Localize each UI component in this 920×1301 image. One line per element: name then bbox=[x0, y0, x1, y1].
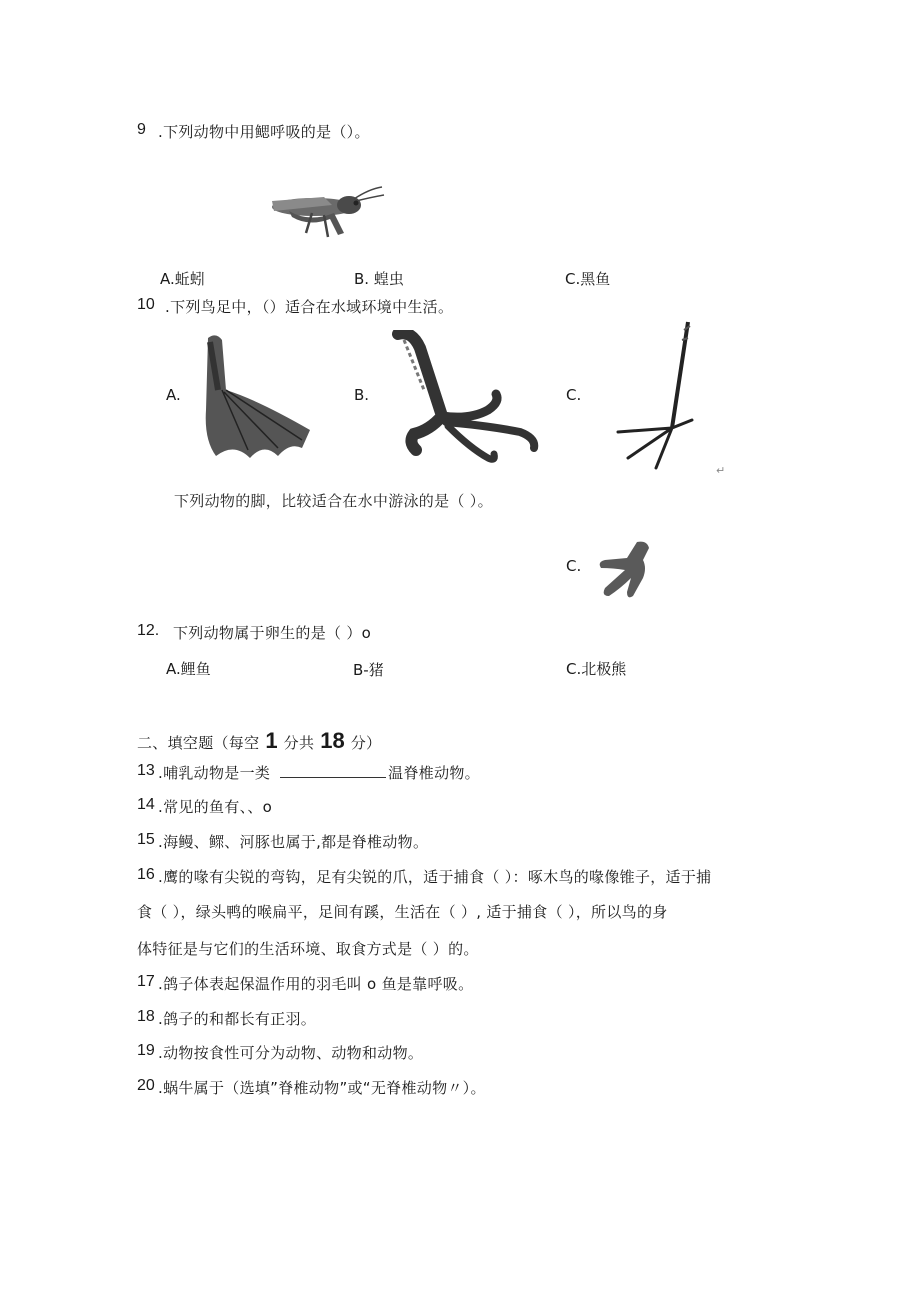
section-2-prefix: 二、填空题（每空 bbox=[137, 734, 260, 752]
q9-option-a: A.蚯蚓 bbox=[160, 270, 205, 288]
q17-text: .鸽子体表起保温作用的羽毛叫 o 鱼是靠呼吸。 bbox=[158, 975, 474, 993]
q14-text: .常见的鱼有、、o bbox=[158, 798, 273, 816]
section-2-count: 1 bbox=[265, 728, 278, 753]
q16-line-2: 食（ ），绿头鸭的喉扁平，足间有蹊，生活在（ ）, 适于捕食（ ），所以鸟的身 bbox=[137, 903, 668, 921]
q12-option-b: B-猪 bbox=[353, 661, 384, 679]
section-2-heading bbox=[137, 728, 381, 754]
q10-option-a: A. bbox=[166, 386, 181, 404]
q15-number: 15 bbox=[137, 831, 155, 848]
q12-number: 12. bbox=[137, 622, 160, 639]
q13-text-a: .哺乳动物是一类 bbox=[158, 764, 271, 782]
q9-option-b: B. 蝗虫 bbox=[354, 270, 404, 288]
section-2-mid: 分共 bbox=[283, 734, 315, 752]
q19-text: .动物按食性可分为动物、动物和动物。 bbox=[158, 1044, 424, 1062]
q16-line-1: .鹰的喙有尖锐的弯钩，足有尖锐的爪，适于捕食（ ）：啄木鸟的喙像锥子，适于捕 bbox=[158, 868, 712, 886]
q20-text: .蜗牛属于（选填”脊椎动物”或“无脊椎动物〃）。 bbox=[158, 1079, 486, 1097]
q15-text: .海鳗、鳏、河豚也属于,都是脊椎动物。 bbox=[158, 833, 429, 851]
q12-option-a: A.鲤鱼 bbox=[166, 660, 211, 678]
q10-number: 10 bbox=[137, 296, 155, 313]
chicken-foot-image bbox=[597, 538, 655, 600]
q9-text: .下列动物中用鳃呼吸的是（）。 bbox=[158, 123, 370, 141]
q10-text: .下列鸟足中，（）适合在水域环境中生活。 bbox=[165, 298, 454, 316]
grasshopper-image bbox=[254, 183, 386, 243]
section-2-suffix: 分） bbox=[350, 734, 382, 752]
q9-option-c: C.黑鱼 bbox=[565, 270, 611, 288]
q16-number: 16 bbox=[137, 866, 155, 883]
wading-bird-foot-image bbox=[612, 320, 696, 470]
q12-text: 下列动物属于卵生的是（ ）o bbox=[173, 624, 372, 642]
q13-number: 13 bbox=[137, 762, 155, 779]
raptor-talon-image bbox=[390, 330, 540, 465]
q18-text: .鸽子的和都长有正羽。 bbox=[158, 1010, 317, 1028]
q16-line-3: 体特征是与它们的生活环境、取食方式是（ ）的。 bbox=[137, 940, 479, 958]
q20-number: 20 bbox=[137, 1077, 155, 1094]
section-2-total: 18 bbox=[320, 728, 345, 753]
q14-number: 14 bbox=[137, 796, 155, 813]
q13-blank[interactable] bbox=[280, 763, 386, 778]
q10-option-c: C. bbox=[566, 386, 582, 404]
q11-option-c: C. bbox=[566, 557, 582, 575]
q10-option-b: B. bbox=[354, 386, 370, 404]
webbed-foot-image bbox=[198, 330, 316, 465]
q9-number: 9 bbox=[137, 121, 146, 138]
q17-number: 17 bbox=[137, 973, 155, 990]
q11-text: 下列动物的脚，比较适合在水中游泳的是（ ）。 bbox=[174, 492, 493, 510]
q12-option-c: C.北极熊 bbox=[566, 660, 627, 678]
q18-number: 18 bbox=[137, 1008, 155, 1025]
return-mark: ↵ bbox=[716, 464, 726, 477]
q19-number: 19 bbox=[137, 1042, 155, 1059]
q13-text-b: 温脊椎动物。 bbox=[388, 764, 480, 782]
q13-line bbox=[158, 762, 480, 783]
